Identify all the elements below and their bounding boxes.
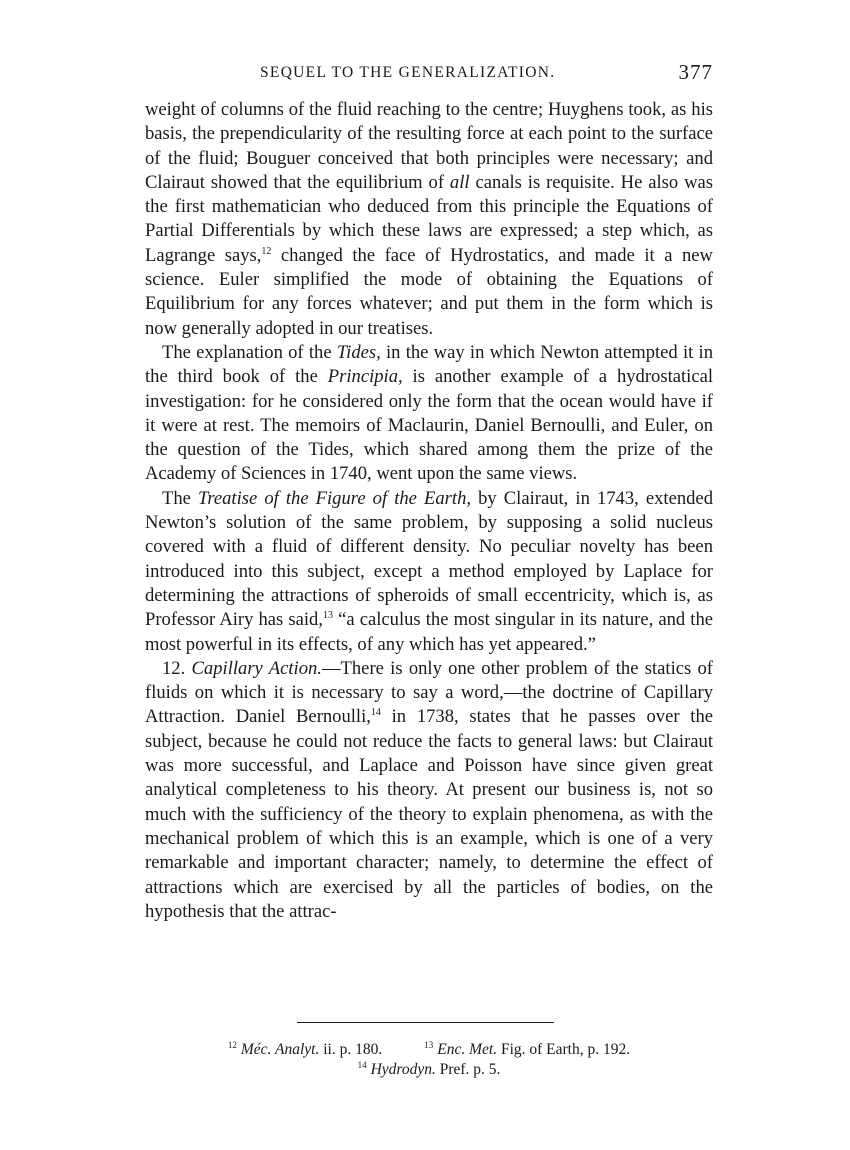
italic-run: Tides, <box>336 341 381 363</box>
italic-run: Principia, <box>327 366 403 388</box>
text-run: Fig. of Earth, p. 192. <box>497 1041 631 1058</box>
text-run: changed the face of Hydrostatics, and made it a new science. Euler simplified the mode of obtaining the Equations of Equilibrium for any forces whatever; and put them in the form which is now generally adopted in our treatises. <box>145 244 713 339</box>
text-run: in 1738, states that he passes over the subject, because he could not reduce the facts to general laws: but Clairaut was more successful, and Laplace and Poisson have since given great analytical completeness to his theory. At present our business is, not so much with the sufficiency of the theory to explain phenomena, as with the mechanical problem of which this is an example, which is one of a very remarkable and important character; namely, to determine the effect of attractions which are exercised by all the particles of bodies, on the hypothesis that the attrac- <box>145 706 713 922</box>
footnote-mark: 12 <box>227 1040 237 1050</box>
footnote-row <box>145 1060 713 1080</box>
text-run: weight of columns of the fluid reaching to the centre; Huyghens took, as his basis, the prependicularity of the resulting force at each point to the surface of the fluid; Bouguer conceived that both principles were necessary; and Clairaut showed that the equilibrium of <box>145 99 713 193</box>
italic-run: Méc. Analyt. <box>240 1041 320 1058</box>
footnote-ref: 13 <box>323 610 334 622</box>
text-run: ii. p. 180. <box>319 1041 383 1058</box>
paragraph <box>145 657 713 924</box>
footnote <box>424 1040 630 1060</box>
text-run: “a calculus the most singular in its nature, and the most powerful in its effects, of any which has yet appeared.” <box>145 609 714 655</box>
italic-run: Hydrodyn. <box>370 1061 436 1078</box>
footnote-ref: 12 <box>261 245 272 257</box>
text-run: 12. <box>162 657 192 679</box>
running-head: SEQUEL TO THE GENERALIZATION. <box>260 64 556 81</box>
footnotes <box>145 1040 713 1080</box>
text-run: is another example of a hydrostatical investigation: for he considered only the form that the ocean would have if it were at rest. The memoirs of Maclaurin, Daniel Bernoulli, and Euler, on the question of the Tides, which shared among them the prize of the Academy of Sciences in 1740, went upon the same views. <box>145 366 714 485</box>
paragraph <box>145 341 713 487</box>
page-header <box>145 60 713 90</box>
footnote-ref: 14 <box>370 707 381 719</box>
italic-run: Treatise of the Figure of the Earth, <box>198 487 472 509</box>
footnote-mark: 14 <box>357 1060 367 1070</box>
paragraph <box>145 98 713 341</box>
italic-run: Capillary Action. <box>191 657 322 679</box>
paragraph <box>145 487 713 657</box>
footnote-mark: 13 <box>424 1040 434 1050</box>
italic-run: all <box>449 171 470 193</box>
text-run: —There is only one other problem of the statics of fluids on which it is necessary to say a word,—the doctrine of Capillary Attraction. Daniel Bernoulli, <box>145 657 713 728</box>
footnote-row <box>145 1040 713 1060</box>
italic-run: Enc. Met. <box>437 1041 498 1058</box>
text-run: canals is requisite. He also was the first mathematician who deduced from this principle the Equations of Partial Differentials by which these laws are expressed; a step which, as Lagrange says, <box>145 171 713 266</box>
footnote <box>228 1040 382 1060</box>
text-run: Pref. p. 5. <box>435 1061 501 1078</box>
footnote-divider <box>297 1022 554 1023</box>
footnote <box>358 1060 501 1080</box>
text-run: in the way in which Newton attempted it in the third book of the <box>145 341 714 388</box>
text-run: The <box>162 487 198 509</box>
body-text <box>145 98 713 924</box>
page-number: 377 <box>678 60 713 84</box>
text-run: by Clairaut, in 1743, extended Newton’s solution of the same problem, by supposing a solid nucleus covered with a fluid of different density. No peculiar novelty has been introduced into this subject, except a method employed by Laplace for determining the attractions of spheroids of small eccentricity, which is, as Professor Airy has said, <box>145 487 713 631</box>
text-run: The explanation of the <box>162 341 337 363</box>
